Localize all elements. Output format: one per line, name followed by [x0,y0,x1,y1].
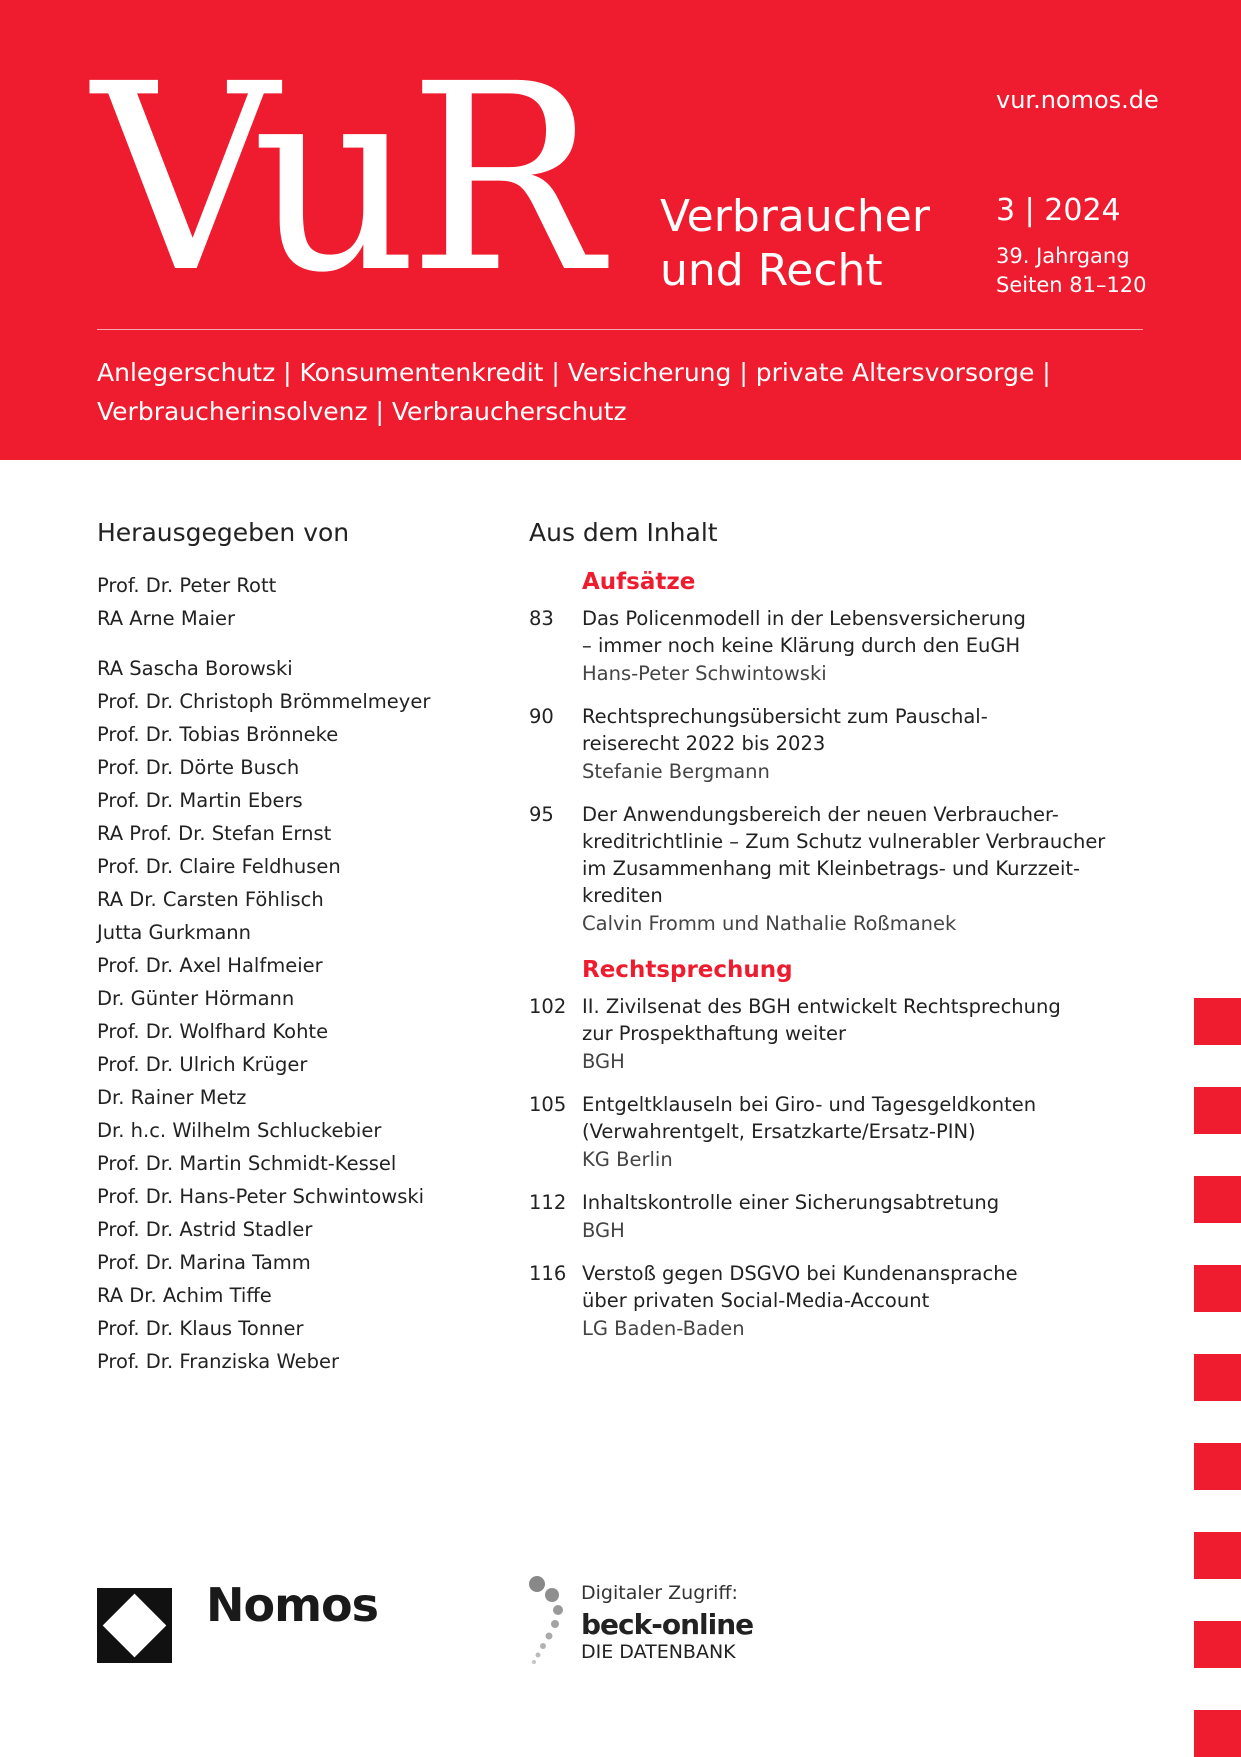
toc-title [582,605,1109,659]
toc-author: LG Baden-Baden [582,1317,745,1340]
edge-marker [1194,998,1241,1045]
toc-title [582,993,1109,1047]
toc-entry [529,605,1109,689]
editor-name: Prof. Dr. Astrid Stadler [97,1218,313,1241]
edge-marker [1194,1710,1241,1757]
topics-line-2: Verbraucherinsolvenz | Verbraucherschutz [97,397,627,426]
toc-title-line: im Zusammenhang mit Kleinbetrags- und Kurzzeit- [582,857,1081,880]
toc-entry [529,1091,1109,1175]
editor-name: Prof. Dr. Wolfhard Kohte [97,1020,329,1043]
toc-entry [529,1189,1109,1246]
editors-heading: Herausgegeben von [97,518,350,547]
toc-entry [529,801,1109,939]
edge-marker [1194,1621,1241,1668]
toc-title-line: Der Anwendungsbereich der neuen Verbraucher- [582,803,1059,826]
editor-name: Prof. Dr. Claire Feldhusen [97,855,341,878]
toc-page-number: 112 [529,1191,567,1214]
topics-list [97,353,1157,431]
toc-page-number: 105 [529,1093,567,1116]
nomos-logo-icon [97,1588,172,1663]
toc-title-line: Entgeltklauseln bei Giro- und Tagesgeldkonten [582,1093,1037,1116]
volume-label: 39. Jahrgang [996,244,1130,268]
header-divider [97,329,1143,330]
toc-title-line: reiserecht 2022 bis 2023 [582,732,826,755]
toc-page-number: 90 [529,705,554,728]
editor-name: Prof. Dr. Klaus Tonner [97,1317,304,1340]
toc-entry [529,1260,1109,1344]
editor-name: Prof. Dr. Hans-Peter Schwintowski [97,1185,425,1208]
toc-author: Hans-Peter Schwintowski [582,662,827,685]
section-title: Aufsätze [582,569,696,595]
contents-column [529,518,1109,1358]
toc-title [582,1260,1109,1314]
toc-author: Stefanie Bergmann [582,760,770,783]
toc-title-line: krediten [582,884,663,907]
edge-marker [1194,1443,1241,1490]
contents-sections [529,569,1109,1344]
toc-title [582,801,1109,909]
digital-access-label: Digitaler Zugriff: [581,1582,738,1604]
editor-name: Prof. Dr. Peter Rott [97,574,277,597]
toc-title-line: zur Prospekthaftung weiter [582,1022,847,1045]
editor-name: RA Prof. Dr. Stefan Ernst [97,822,332,845]
editor-name: Prof. Dr. Tobias Brönneke [97,723,339,746]
toc-author: Calvin Fromm und Nathalie Roßmanek [582,912,957,935]
beck-online-logo-icon [528,1574,572,1666]
cover-header [0,0,1241,460]
editors-column [97,518,497,1378]
toc-title-line: II. Zivilsenat des BGH entwickelt Rechtsprechung [582,995,1061,1018]
edge-marker [1194,1265,1241,1312]
editor-name: Prof. Dr. Axel Halfmeier [97,954,323,977]
edge-marker [1194,1532,1241,1579]
toc-title-line: Rechtsprechungsübersicht zum Pauschal- [582,705,988,728]
editor-name: RA Dr. Achim Tiffe [97,1284,272,1307]
database-name: beck-online [581,1608,754,1641]
toc-title-line: kreditrichtlinie – Zum Schutz vulnerabler Verbraucher [582,830,1106,853]
journal-logo: VuR [92,29,593,329]
toc-page-number: 116 [529,1262,567,1285]
editor-name: RA Sascha Borowski [97,657,293,680]
subtitle-line-1: Verbraucher [660,191,930,242]
editor-name: Jutta Gurkmann [97,921,251,944]
section-title: Rechtsprechung [582,957,793,983]
editor-name: Prof. Dr. Martin Ebers [97,789,303,812]
topics-line-1: Anlegerschutz | Konsumentenkredit | Versicherung | private Altersvorsorge | [97,358,1051,387]
toc-title-line: über privaten Social-Media-Account [582,1289,930,1312]
toc-page-number: 95 [529,803,554,826]
editor-name: Dr. Günter Hörmann [97,987,295,1010]
editor-name: RA Arne Maier [97,607,236,630]
editor-name: Prof. Dr. Christoph Brömmelmeyer [97,690,431,713]
toc-entry [529,993,1109,1077]
editor-name: Prof. Dr. Marina Tamm [97,1251,311,1274]
database-subtitle: DIE DATENBANK [581,1641,736,1663]
volume-info [996,242,1147,300]
toc-author: BGH [582,1050,625,1073]
toc-page-number: 83 [529,607,554,630]
toc-title-line: (Verwahrentgelt, Ersatzkarte/Ersatz-PIN) [582,1120,976,1143]
issue-number: 3 | 2024 [996,193,1121,228]
editor-name: Prof. Dr. Franziska Weber [97,1350,339,1373]
edge-marker [1194,1354,1241,1401]
edge-marker [1194,1176,1241,1223]
toc-author: KG Berlin [582,1148,673,1171]
toc-entry [529,703,1109,787]
journal-url[interactable]: vur.nomos.de [996,86,1159,114]
editors-list [97,569,497,1378]
toc-page-number: 102 [529,995,567,1018]
toc-title-line: Das Policenmodell in der Lebensversicherung [582,607,1026,630]
editor-name: Dr. h.c. Wilhelm Schluckebier [97,1119,382,1142]
edge-marker [1194,1087,1241,1134]
subtitle-line-2: und Recht [660,245,883,296]
toc-title [582,1091,1109,1145]
toc-title [582,703,1109,757]
pages-label: Seiten 81–120 [996,273,1147,297]
editor-name: Prof. Dr. Ulrich Krüger [97,1053,308,1076]
editor-name: RA Dr. Carsten Föhlisch [97,888,324,911]
editor-name: Dr. Rainer Metz [97,1086,247,1109]
contents-heading: Aus dem Inhalt [529,518,718,547]
publisher-name: Nomos [206,1578,379,1632]
toc-title-line: – immer noch keine Klärung durch den EuGH [582,634,1021,657]
toc-title-line: Verstoß gegen DSGVO bei Kundenansprache [582,1262,1018,1285]
toc-title-line: Inhaltskontrolle einer Sicherungsabtretung [582,1191,1000,1214]
editor-name: Prof. Dr. Dörte Busch [97,756,300,779]
toc-title [582,1189,1109,1216]
journal-subtitle [660,190,930,298]
editor-name: Prof. Dr. Martin Schmidt-Kessel [97,1152,397,1175]
toc-author: BGH [582,1219,625,1242]
